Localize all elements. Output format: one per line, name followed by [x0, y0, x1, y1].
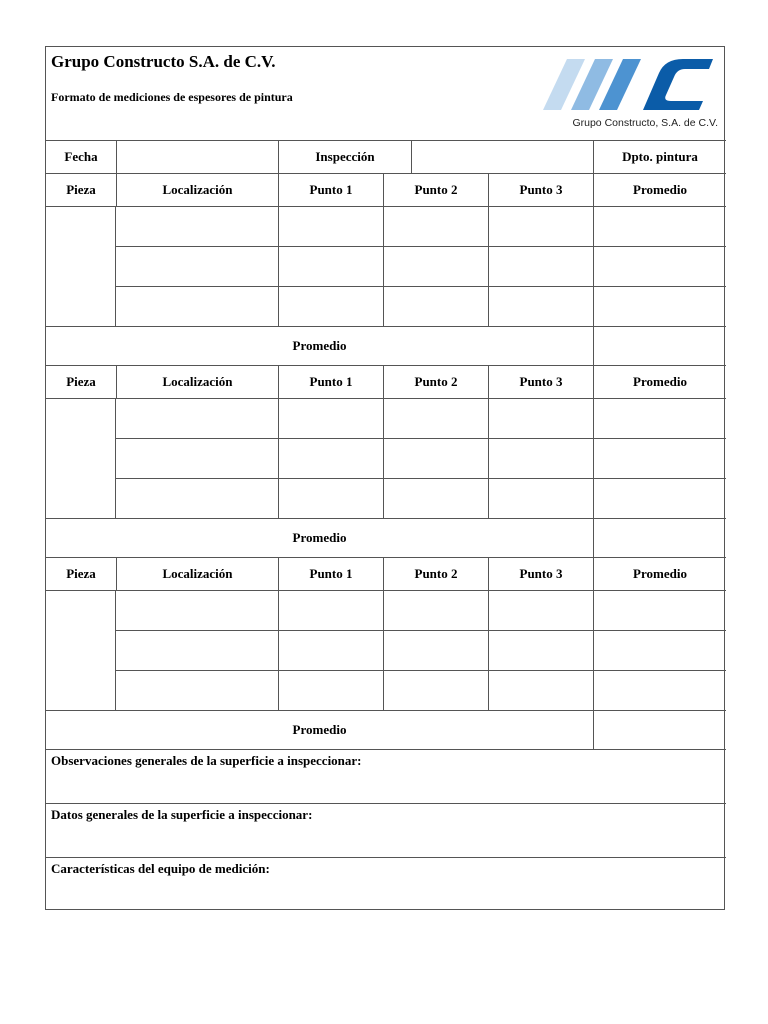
measurement-cell[interactable] — [383, 479, 488, 518]
measurement-cell[interactable] — [278, 591, 383, 630]
measurement-cell[interactable] — [278, 399, 383, 438]
measurement-cell[interactable] — [383, 287, 488, 326]
promedio-value-cell[interactable] — [593, 711, 726, 749]
table-row — [116, 398, 726, 438]
table-row — [116, 206, 726, 246]
measurement-cell[interactable] — [593, 479, 726, 518]
measurement-cell[interactable] — [488, 479, 593, 518]
observaciones-section[interactable] — [46, 749, 726, 803]
measurement-cell[interactable] — [488, 399, 593, 438]
measurement-cell[interactable] — [116, 287, 278, 326]
fecha-label: Fecha — [64, 149, 98, 164]
table-row — [116, 590, 726, 630]
column-header: Punto 2 — [383, 558, 488, 590]
paint-thickness-form — [45, 46, 725, 910]
table-row — [116, 478, 726, 518]
column-header: Pieza — [66, 566, 96, 581]
form-subtitle: Formato de mediciones de espesores de pintura — [51, 90, 293, 104]
measurement-cell[interactable] — [488, 631, 593, 670]
measurement-cell[interactable] — [116, 439, 278, 478]
table-row — [116, 438, 726, 478]
table-row — [116, 246, 726, 286]
measurement-cell[interactable] — [593, 439, 726, 478]
measurement-cell[interactable] — [116, 247, 278, 286]
column-header: Localización — [116, 366, 278, 398]
column-header: Punto 2 — [383, 174, 488, 206]
measurement-cell[interactable] — [593, 631, 726, 670]
column-header: Localización — [116, 174, 278, 206]
measurement-cell[interactable] — [593, 247, 726, 286]
measurement-cell[interactable] — [116, 399, 278, 438]
column-header: Punto 2 — [383, 366, 488, 398]
measurement-cell[interactable] — [593, 399, 726, 438]
promedio-label: Promedio — [292, 338, 347, 353]
datos-label: Datos generales de la superficie a inspeccionar: — [51, 807, 313, 822]
column-header: Pieza — [66, 182, 96, 197]
inspeccion-label: Inspección — [278, 141, 411, 173]
dpto-label: Dpto. pintura — [593, 141, 726, 173]
measurement-cell[interactable] — [116, 671, 278, 710]
table-row — [116, 630, 726, 670]
table-row — [116, 670, 726, 710]
column-header: Punto 3 — [488, 558, 593, 590]
promedio-value-cell[interactable] — [593, 327, 726, 365]
table-header-row — [46, 365, 726, 398]
promedio-label: Promedio — [292, 722, 347, 737]
measurement-cell[interactable] — [488, 207, 593, 246]
measurement-cell[interactable] — [488, 671, 593, 710]
promedio-row — [46, 518, 726, 557]
promedio-value-cell[interactable] — [593, 519, 726, 557]
pieza-cell[interactable] — [46, 398, 116, 518]
measurement-cell[interactable] — [278, 671, 383, 710]
table-header-row — [46, 173, 726, 206]
fecha-field[interactable] — [116, 141, 278, 173]
measurement-cell[interactable] — [278, 479, 383, 518]
measurement-cell[interactable] — [278, 287, 383, 326]
inspeccion-field[interactable] — [411, 141, 593, 173]
measurement-cell[interactable] — [278, 247, 383, 286]
observaciones-label: Observaciones generales de la superficie a inspeccionar: — [51, 753, 362, 768]
pieza-cell[interactable] — [46, 590, 116, 710]
measurement-cell[interactable] — [383, 631, 488, 670]
measurement-cell[interactable] — [383, 671, 488, 710]
column-header: Punto 3 — [488, 366, 593, 398]
measurement-cell[interactable] — [383, 439, 488, 478]
column-header: Punto 1 — [278, 558, 383, 590]
datos-section[interactable] — [46, 803, 726, 857]
column-header: Promedio — [593, 558, 726, 590]
measurement-cell[interactable] — [593, 287, 726, 326]
column-header: Punto 1 — [278, 366, 383, 398]
info-row — [46, 140, 726, 173]
company-name: Grupo Constructo S.A. de C.V. — [51, 52, 276, 71]
column-header: Localización — [116, 558, 278, 590]
measurement-cell[interactable] — [383, 591, 488, 630]
measurement-cell[interactable] — [278, 631, 383, 670]
column-header: Punto 3 — [488, 174, 593, 206]
table-row — [116, 286, 726, 326]
table-header-row — [46, 557, 726, 590]
measurement-cell[interactable] — [383, 247, 488, 286]
caracteristicas-section[interactable] — [46, 857, 726, 911]
column-header: Promedio — [593, 366, 726, 398]
column-header: Pieza — [66, 374, 96, 389]
measurement-cell[interactable] — [488, 439, 593, 478]
measurement-cell[interactable] — [488, 247, 593, 286]
measurement-cell[interactable] — [116, 631, 278, 670]
measurement-cell[interactable] — [116, 479, 278, 518]
measurement-cell[interactable] — [116, 207, 278, 246]
measurement-cell[interactable] — [593, 591, 726, 630]
promedio-row — [46, 326, 726, 365]
pieza-cell[interactable] — [46, 206, 116, 326]
measurement-cell[interactable] — [488, 591, 593, 630]
measurement-cell[interactable] — [593, 671, 726, 710]
measurement-cell[interactable] — [278, 439, 383, 478]
measurement-cell[interactable] — [116, 591, 278, 630]
measurement-cell[interactable] — [383, 207, 488, 246]
promedio-row — [46, 710, 726, 749]
measurement-cell[interactable] — [383, 399, 488, 438]
measurement-cell[interactable] — [593, 207, 726, 246]
caracteristicas-label: Características del equipo de medición: — [51, 861, 270, 876]
column-header: Promedio — [593, 174, 726, 206]
form-header — [46, 47, 726, 140]
promedio-label: Promedio — [292, 530, 347, 545]
measurement-cell[interactable] — [278, 207, 383, 246]
measurement-cell[interactable] — [488, 287, 593, 326]
column-header: Punto 1 — [278, 174, 383, 206]
logo-caption: Grupo Constructo, S.A. de C.V. — [572, 117, 718, 129]
